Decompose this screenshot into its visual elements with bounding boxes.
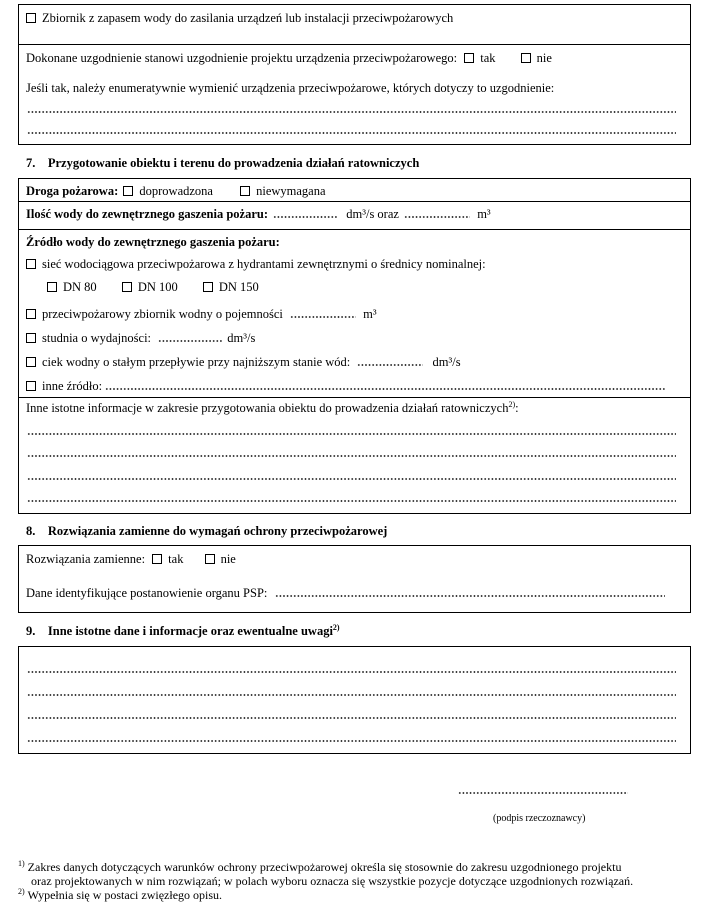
dotted-line[interactable] (27, 455, 676, 457)
stream-row (26, 355, 461, 369)
water-qty-field[interactable] (273, 216, 337, 218)
tank-row (26, 307, 377, 321)
water-qty-unit1: dm³/s oraz (346, 207, 399, 221)
network-checkbox[interactable] (26, 259, 36, 269)
dotted-line[interactable] (27, 671, 676, 673)
alt-solutions-label: Rozwiązania zamienne: (26, 552, 146, 566)
section9-title-text: 9. Inne istotne dane i informacje oraz ewentualne uwagi (26, 624, 333, 638)
well-label: studnia o wydajności: (42, 331, 152, 345)
reservoir-checkbox[interactable] (26, 13, 36, 23)
tank-field[interactable] (290, 316, 356, 318)
dn80-checkbox[interactable] (47, 282, 57, 292)
alt-nie-label: nie (220, 552, 236, 566)
dn-row (47, 280, 259, 294)
alt-nie-checkbox[interactable] (205, 554, 215, 564)
tank-checkbox[interactable] (26, 309, 36, 319)
dn100-label: DN 100 (137, 280, 178, 294)
section9-footnote-ref: 2) (332, 623, 340, 632)
well-field[interactable] (158, 340, 222, 342)
section9-box (18, 646, 691, 754)
water-qty-field2[interactable] (404, 216, 470, 218)
well-checkbox[interactable] (26, 333, 36, 343)
footnote-1-mark: 1) (18, 859, 25, 868)
reservoir-row (26, 11, 453, 25)
dotted-line[interactable] (27, 111, 676, 113)
water-qty-row (26, 207, 491, 221)
network-row (26, 257, 486, 271)
footnote-2 (18, 888, 708, 902)
other-label: inne źródło: (42, 379, 103, 393)
dn80-label: DN 80 (63, 280, 97, 294)
agreement-nie-checkbox[interactable] (521, 53, 531, 63)
stream-checkbox[interactable] (26, 357, 36, 367)
dotted-line[interactable] (27, 740, 676, 742)
dotted-line[interactable] (27, 500, 676, 502)
psp-row (26, 586, 676, 600)
divider (19, 201, 690, 202)
stream-label: ciek wodny o stałym przepływie przy najniższym stanie wód: (42, 355, 351, 369)
tank-unit: m³ (363, 307, 377, 321)
well-unit: dm³/s (227, 331, 256, 345)
agreement-row (26, 51, 552, 65)
agreement-tak-checkbox[interactable] (464, 53, 474, 63)
dotted-line[interactable] (27, 433, 676, 435)
dotted-line[interactable] (27, 478, 676, 480)
footnote-2-text: Wypełnia się w postaci zwięzłego opisu. (27, 888, 223, 902)
other-checkbox[interactable] (26, 381, 36, 391)
dotted-line[interactable] (27, 717, 676, 719)
alt-solutions-row (26, 552, 236, 566)
dn100-checkbox[interactable] (122, 282, 132, 292)
top-box (18, 4, 691, 145)
signature-line[interactable] (458, 792, 628, 794)
network-label: sieć wodociągowa przeciwpożarowa z hydrantami zewnętrznymi o średnicy nominalnej: (42, 257, 486, 271)
divider (19, 44, 690, 45)
water-qty-unit2: m³ (477, 207, 491, 221)
road-opt2-checkbox[interactable] (240, 186, 250, 196)
footnote-1-line2: oraz projektowanych w nim rozwiązań; w polach wyboru oznacza się wszystkie pozycje dotyczące uzgodnionych rozwiązań. (31, 874, 634, 888)
tank-label: przeciwpożarowy zbiornik wodny o pojemności (42, 307, 283, 321)
signature-caption: (podpis rzeczoznawcy) (493, 813, 586, 824)
footnote-2-mark: 2) (18, 887, 25, 896)
alt-tak-checkbox[interactable] (152, 554, 162, 564)
dn150-checkbox[interactable] (203, 282, 213, 292)
section7-box (18, 178, 691, 514)
section9-title (26, 624, 340, 639)
agreement-tak-label: tak (480, 51, 496, 65)
water-qty-label: Ilość wody do zewnętrznego gaszenia pożaru: (26, 207, 268, 221)
road-opt1-label: doprowadzona (139, 184, 213, 198)
dotted-line[interactable] (27, 132, 676, 134)
info-row: Inne istotne informacje w zakresie przygotowania obiektu do prowadzenia działań ratowniczych$^{2)}$: (26, 400, 519, 415)
section8-title: 8. Rozwiązania zamienne do wymagań ochrony przeciwpożarowej (26, 524, 388, 538)
dotted-line[interactable] (27, 694, 676, 696)
road-opt1-checkbox[interactable] (123, 186, 133, 196)
road-row (26, 184, 326, 198)
footnote-1-line1: Zakres danych dotyczących warunków ochrony przeciwpożarowej określa się stosownie do zakresu uzgodnionego projektu (27, 860, 622, 874)
info-footnote-ref: 2) (508, 400, 516, 409)
stream-unit: dm³/s (432, 355, 461, 369)
agreement-label: Dokonane uzgodnienie stanowi uzgodnienie projektu urządzenia przeciwpożarowego: (26, 51, 458, 65)
list-prompt: Jeśli tak, należy enumeratywnie wymienić urządzenia przeciwpożarowe, których dotyczy to uzgodnienie: (26, 81, 555, 95)
source-label: Źródło wody do zewnętrznego gaszenia pożaru: (26, 235, 280, 249)
section7-title: 7. Przygotowanie obiektu i terenu do prowadzenia działań ratowniczych (26, 156, 420, 170)
road-label: Droga pożarowa: (26, 184, 119, 198)
footnote-1 (18, 860, 708, 874)
info-label: Inne istotne informacje w zakresie przygotowania obiektu do prowadzenia działań ratowniczych (26, 401, 509, 415)
alt-tak-label: tak (168, 552, 184, 566)
other-field[interactable] (105, 388, 665, 390)
agreement-nie-label: nie (536, 51, 552, 65)
well-row (26, 331, 255, 345)
stream-field[interactable] (357, 364, 423, 366)
reservoir-label: Zbiornik z zapasem wody do zasilania urządzeń lub instalacji przeciwpożarowych (42, 11, 454, 25)
road-opt2-label: niewymagana (256, 184, 326, 198)
dn150-label: DN 150 (218, 280, 259, 294)
other-row (26, 379, 676, 393)
divider (19, 229, 690, 230)
psp-label: Dane identyfikujące postanowienie organu PSP: (26, 586, 268, 600)
psp-field[interactable] (275, 595, 665, 597)
section8-box (18, 545, 691, 613)
divider (19, 397, 690, 398)
